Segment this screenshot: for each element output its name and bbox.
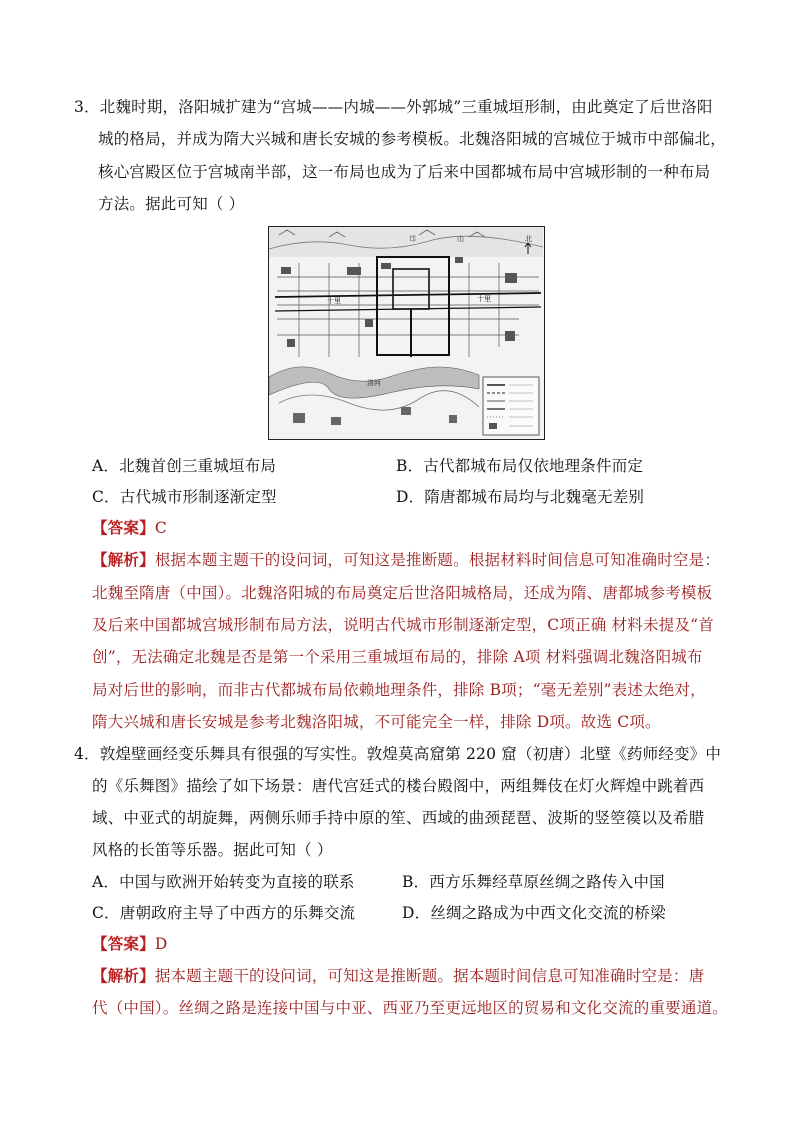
shi-li-east-label: 十里 <box>477 295 491 303</box>
q4-option-a: A．中国与欧洲开始转变为直接的联系 <box>92 873 355 891</box>
q3-answer-tag: 【答案】 <box>92 518 155 537</box>
q3-answer-value: C <box>154 519 167 537</box>
q4-option-d: D．丝绸之路成为中西文化交流的桥梁 <box>402 904 666 922</box>
q3-analysis-line-1 <box>92 549 720 571</box>
mang-label: 邙 <box>409 235 416 243</box>
q4-analysis-line-1 <box>92 965 704 987</box>
q3-option-a: A．北魏首创三重城垣布局 <box>92 457 277 475</box>
q4-analysis-line-2: 代（中国）。丝绸之路是连接中国与中亚、西亚乃至更远地区的贸易和文化交流的重要通道。 <box>92 999 728 1017</box>
q4-stem-line-1: 4．敦煌壁画经变乐舞具有很强的写实性。敦煌莫高窟第 220 窟（初唐）北壁《药师经变》中 <box>74 745 722 763</box>
q3-answer <box>92 517 167 539</box>
q4-option-c: C．唐朝政府主导了中西方的乐舞交流 <box>92 904 356 922</box>
north-label: 北 <box>525 235 532 243</box>
q4-answer-tag: 【答案】 <box>92 934 155 953</box>
q3-analysis-tag: 【解析】 <box>92 550 155 569</box>
q4-analysis-tag: 【解析】 <box>92 966 155 985</box>
q3-analysis-text-1: 根据本题主题干的设问词，可知这是推断题。根据材料时间信息可知准确时空是： <box>154 551 721 569</box>
q4-analysis-text-1: 据本题主题干的设问词，可知这是推断题。据本题时间信息可知准确时空是：唐 <box>154 967 705 985</box>
q3-analysis-line-6: 隋大兴城和唐长安城是参考北魏洛阳城，不可能完全一样，排除 D项。故选 C项。 <box>92 713 661 731</box>
shi-li-west-label: 十里 <box>327 297 341 305</box>
q3-option-d: D．隋唐都城布局均与北魏毫无差别 <box>396 488 645 506</box>
q4-answer-value: D <box>154 935 168 953</box>
luoyang-map-graphic <box>269 227 543 438</box>
q3-analysis-line-4: 创”，无法确定北魏是否是第一个采用三重城垣布局的，排除 A项 材料强调北魏洛阳城布 <box>92 648 703 666</box>
q3-analysis-line-2: 北魏至隋唐（中国）。北魏洛阳城的布局奠定后世洛阳城格局，还成为隋、唐都城参考模板 <box>92 584 713 602</box>
q3-stem-line-3: 核心宫殿区位于宫城南半部，这一布局也成为了后来中国都城布局中宫城形制的一种布局 <box>98 163 711 181</box>
q3-option-b: B．古代都城布局仅依地理条件而定 <box>396 457 644 475</box>
q4-stem-line-3: 域、中亚式的胡旋舞，两侧乐师手持中原的笙、西域的曲颈琵琶、波斯的竖箜篌以及希腊 <box>92 809 705 827</box>
river-label: 洛河 <box>367 379 381 387</box>
q3-stem-line-4: 方法。据此可知（ ） <box>98 195 245 213</box>
q4-stem-line-4: 风格的长笛等乐器。据此可知（ ） <box>92 841 333 859</box>
shan-label: 山 <box>457 235 464 243</box>
q4-option-b: B．西方乐舞经草原丝绸之路传入中国 <box>402 873 665 891</box>
q4-stem-line-2: 的《乐舞图》描绘了如下场景：唐代宫廷式的楼台殿阁中，两组舞伎在灯火辉煌中跳着西 <box>92 777 705 795</box>
q3-stem-line-2: 城的格局，并成为隋大兴城和唐长安城的参考模板。北魏洛阳城的宫城位于城市中部偏北， <box>98 130 727 148</box>
q4-answer <box>92 933 167 955</box>
q3-option-c: C．古代城市形制逐渐定型 <box>92 488 277 506</box>
q3-stem-line-1: 3．北魏时期，洛阳城扩建为“宫城——内城——外郭城”三重城垣形制，由此奠定了后世洛阳 <box>74 98 713 116</box>
q3-analysis-line-3: 及后来中国都城宫城形制布局方法，说明古代城市形制逐渐定型，C项正确 材料未提及“首 <box>92 616 714 634</box>
q3-analysis-line-5: 局对后世的影响，而非古代都城布局依赖地理条件，排除 B项；“毫无差别”表述太绝对， <box>92 681 706 699</box>
luoyang-map-image <box>268 226 545 440</box>
